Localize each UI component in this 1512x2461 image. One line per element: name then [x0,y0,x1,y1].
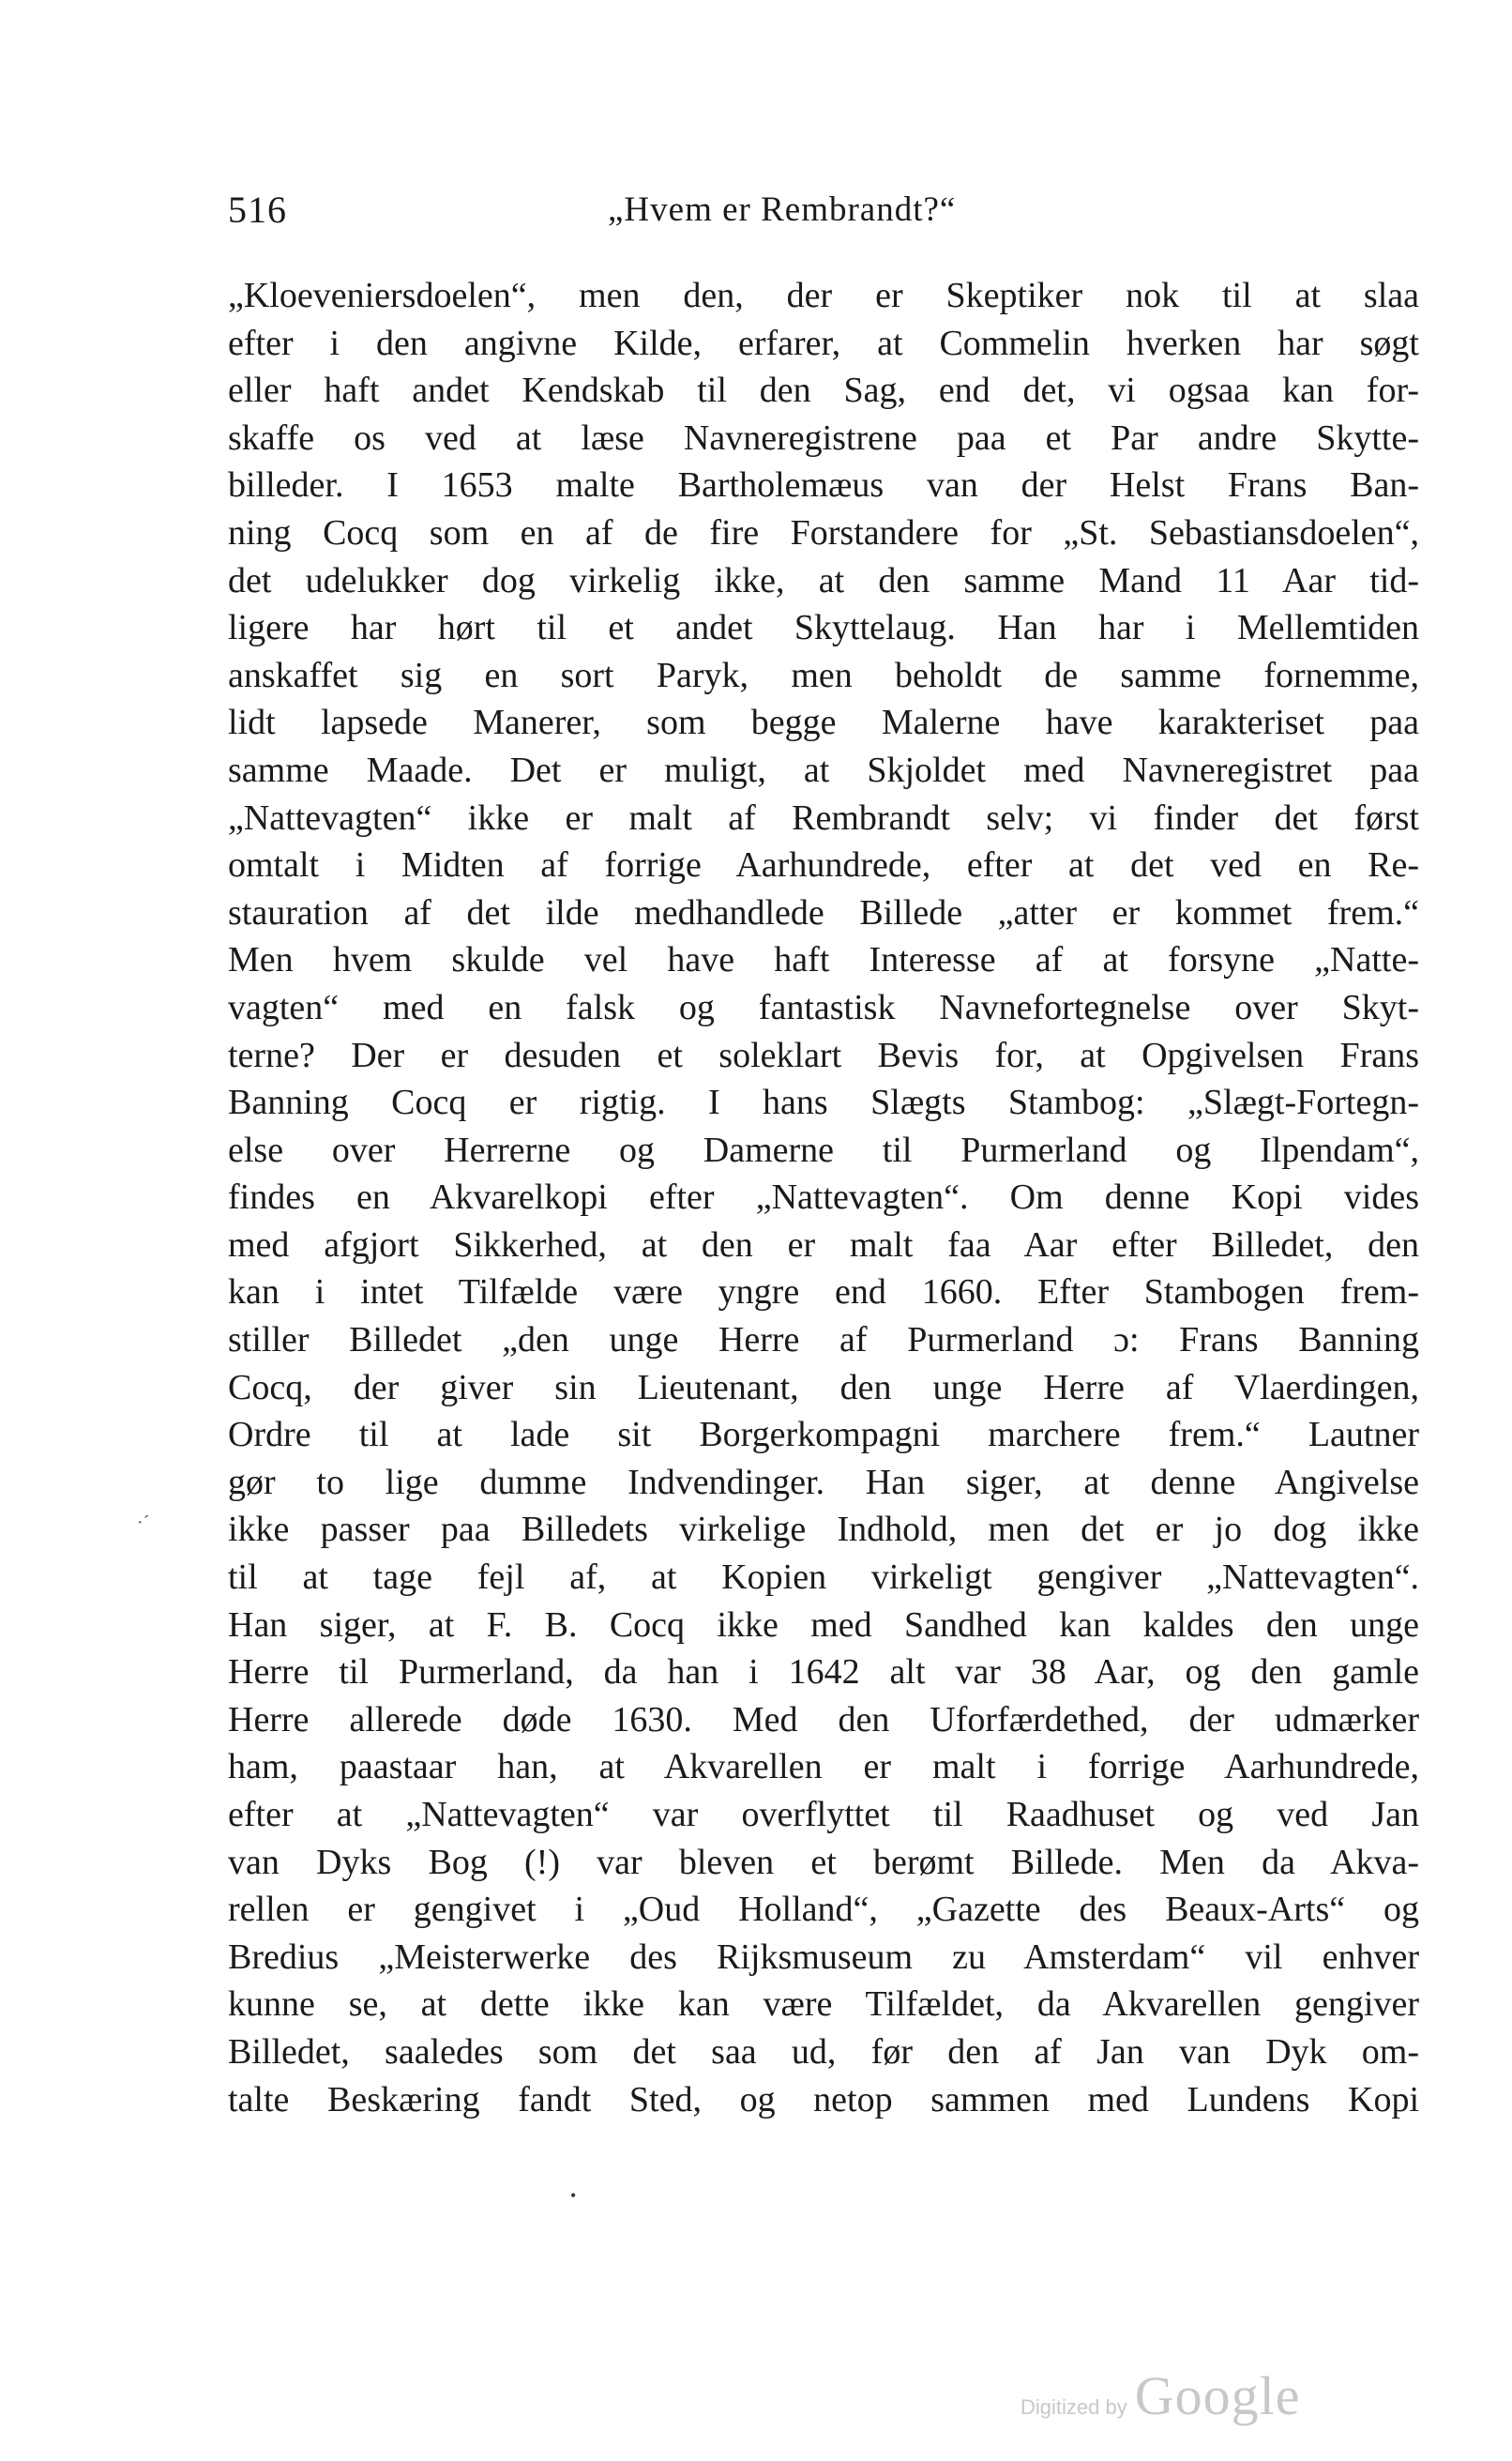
text-line: Herre allerede døde 1630. Med den Uforfærdethed, der udmærker [228,1699,1419,1739]
text-line: skaffe os ved at læse Navneregistrene paa et Par andre Skytte- [228,418,1419,458]
text-line: kunne se, at dette ikke kan være Tilfældet, da Akvarellen gengiver [228,1984,1419,2025]
text-line: efter i den angivne Kilde, erfarer, at Commelin hverken har søgt [228,323,1419,363]
page-number: 516 [228,189,287,231]
text-line: van Dyks Bog (!) var bleven et berømt Billede. Men da Akva- [228,1842,1419,1882]
text-line: billeder. I 1653 malte Bartholemæus van der Helst Frans Ban- [228,465,1419,506]
text-line: vagten“ med en falsk og fantastisk Navnefortegnelse over Skyt- [228,987,1419,1027]
text-line: eller haft andet Kendskab til den Sag, end det, vi ogsaa kan for- [228,371,1419,411]
text-line: Banning Cocq er rigtig. I hans Slægts Stambog: „Slægt-Fortegn- [228,1083,1419,1123]
google-logo: Google [1134,2365,1301,2426]
digitized-watermark [1021,2364,1301,2426]
text-line: med afgjort Sikkerhed, at den er malt faa Aar efter Billedet, den [228,1224,1419,1265]
text-line: gør to lige dumme Indvendinger. Han siger, at denne Angivelse [228,1462,1419,1502]
text-line: „Nattevagten“ ikke er malt af Rembrandt selv; vi finder det først [228,798,1419,838]
text-line: ning Cocq som en af de fire Forstandere for „St. Sebastiansdoelen“, [228,512,1419,553]
text-line: Herre til Purmerland, da han i 1642 alt var 38 Aar, og den gamle [228,1652,1419,1693]
stray-dot-mark: • [570,2186,577,2205]
text-line: talte Beskæring fandt Sted, og netop sammen med Lundens Kopi [228,2079,1419,2119]
text-line: stauration af det ilde medhandlede Billede „atter er kommet frem.“ [228,892,1419,933]
text-line: samme Maade. Det er muligt, at Skjoldet med Navneregistret paa [228,750,1419,790]
text-line: det udelukker dog virkelig ikke, at den samme Mand 11 Aar tid- [228,560,1419,600]
text-line: Ordre til at lade sit Borgerkompagni marchere frem.“ Lautner [228,1415,1419,1455]
body-paragraph [228,272,1419,2123]
text-line: stiller Billedet „den unge Herre af Purmerland ɔ: Frans Banning [228,1320,1419,1360]
text-line: findes en Akvarelkopi efter „Nattevagten“. Om denne Kopi vides [228,1177,1419,1218]
page-header [228,188,1419,244]
text-line: til at tage fejl af, at Kopien virkeligt gengiver „Nattevagten“. [228,1557,1419,1598]
text-line: omtalt i Midten af forrige Aarhundrede, efter at det ved en Re- [228,845,1419,886]
text-line: „Kloeveniersdoelen“, men den, der er Skeptiker nok til at slaa [228,276,1419,315]
text-line: terne? Der er desuden et soleklart Bevis for, at Opgivelsen Frans [228,1035,1419,1075]
text-line: Men hvem skulde vel have haft Interesse af at forsyne „Natte- [228,940,1419,980]
text-line: rellen er gengivet i „Oud Holland“, „Gazette des Beaux-Arts“ og [228,1890,1419,1930]
stray-ink-mark: ·´ [137,1512,150,1533]
text-line: else over Herrerne og Damerne til Purmerland og Ilpendam“, [228,1130,1419,1170]
text-line: lidt lapsede Manerer, som begge Malerne have karakteriset paa [228,703,1419,743]
digitized-by-label: Digitized by [1021,2395,1127,2419]
running-title: „Hvem er Rembrandt?“ [608,190,957,229]
text-line: efter at „Nattevagten“ var overflyttet til Raadhuset og ved Jan [228,1795,1419,1834]
text-line: kan i intet Tilfælde være yngre end 1660. Efter Stambogen frem- [228,1272,1419,1313]
text-line: Billedet, saaledes som det saa ud, før den af Jan van Dyk om- [228,2031,1419,2072]
text-line: ham, paastaar han, at Akvarellen er malt i forrige Aarhundrede, [228,1747,1419,1787]
text-line: anskaffet sig en sort Paryk, men beholdt de samme fornemme, [228,655,1419,695]
text-line: Cocq, der giver sin Lieutenant, den unge Herre af Vlaerdingen, [228,1367,1419,1407]
text-line: ligere har hørt til et andet Skyttelaug. Han har i Mellemtiden [228,608,1419,648]
text-line: Han siger, at F. B. Cocq ikke med Sandhed kan kaldes den unge [228,1604,1419,1645]
text-line: ikke passer paa Billedets virkelige Indhold, men det er jo dog ikke [228,1510,1419,1550]
text-line: Bredius „Meisterwerke des Rijksmuseum zu Amsterdam“ vil enhver [228,1937,1419,1977]
